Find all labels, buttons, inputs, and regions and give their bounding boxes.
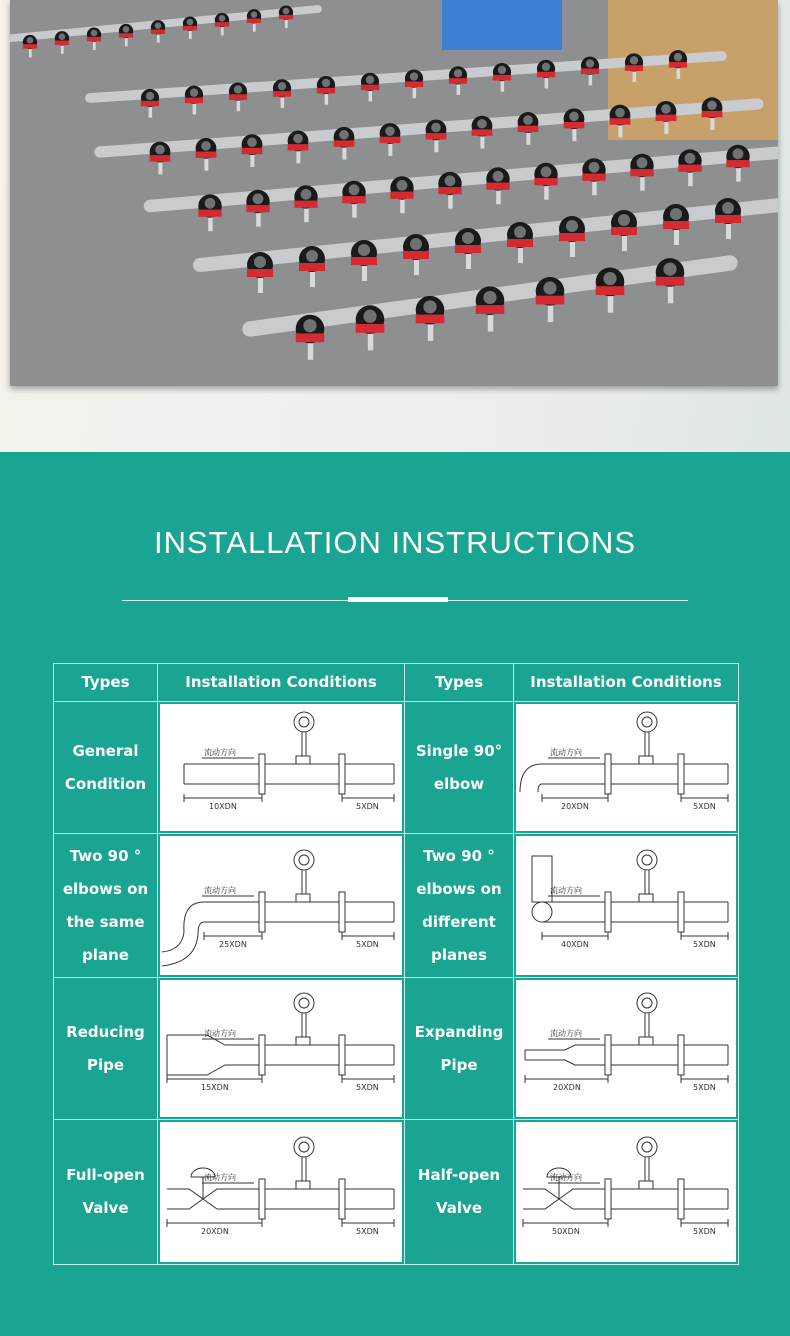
type-label (66, 1159, 145, 1225)
upstream-length-label: 40XDN (561, 940, 589, 949)
installation-diagram (516, 704, 736, 831)
type-label-line: Two 90 ° (423, 846, 495, 865)
installation-diagram (516, 1122, 736, 1262)
pipe-diagram-lines (520, 712, 728, 802)
type-label-line: Condition (64, 774, 147, 793)
upstream-length-label: 15XDN (201, 1083, 229, 1092)
type-cell (405, 834, 513, 977)
downstream-length-label: 5XDN (693, 1227, 716, 1236)
flow-direction-label: 流动方向 (204, 748, 236, 757)
type-label-line: elbows on (62, 879, 149, 898)
type-cell (54, 978, 157, 1119)
table-rule (513, 664, 514, 1264)
blue-crate (442, 0, 562, 50)
upstream-length-label: 50XDN (552, 1227, 580, 1236)
type-label-line: Pipe (440, 1055, 478, 1074)
type-label-line: General (72, 741, 139, 760)
type-label (416, 735, 502, 801)
pipe-diagram (516, 704, 736, 831)
type-label-line: Expanding (414, 1022, 504, 1041)
pipe-diagram-lines (167, 1137, 394, 1227)
header-types: Types (81, 673, 130, 691)
type-cell (54, 834, 157, 977)
flow-direction-label: 流动方向 (550, 1173, 582, 1182)
flow-direction-label: 流动方向 (550, 1029, 582, 1038)
type-label-line: Reducing (66, 1022, 145, 1041)
pipe-diagram (516, 980, 736, 1117)
product-photo-section (0, 0, 790, 452)
flow-direction-label: 流动方向 (204, 1029, 236, 1038)
title-divider-accent (348, 597, 448, 602)
downstream-length-label: 5XDN (693, 802, 716, 811)
pipe-diagram (160, 1122, 402, 1262)
type-label (63, 840, 148, 972)
installation-diagram (160, 1122, 402, 1262)
type-cell (54, 1120, 157, 1264)
downstream-length-label: 5XDN (356, 940, 379, 949)
type-label-line: different (422, 912, 496, 931)
downstream-length-label: 5XDN (693, 940, 716, 949)
header-installation-conditions: Installation Conditions (530, 673, 722, 691)
type-label-line: Half-open (417, 1166, 501, 1184)
downstream-length-label: 5XDN (693, 1083, 716, 1092)
type-cell (54, 702, 157, 833)
installation-diagram (160, 980, 402, 1117)
downstream-length-label: 5XDN (356, 1227, 379, 1236)
type-label-line: Pipe (86, 1055, 125, 1074)
upstream-length-label: 20XDN (561, 802, 589, 811)
type-label (416, 840, 501, 972)
pipe-diagram (160, 704, 402, 831)
flow-direction-label: 流动方向 (204, 1173, 236, 1182)
pipe-diagram-lines (525, 993, 728, 1083)
installation-table (53, 663, 739, 1265)
installation-diagram (516, 836, 736, 975)
upstream-length-label: 25XDN (219, 940, 247, 949)
type-cell (405, 978, 513, 1119)
type-label-line: planes (431, 945, 487, 964)
header-installation-conditions: Installation Conditions (185, 673, 377, 691)
pipe-diagram (160, 980, 402, 1117)
pipe-diagram-lines (167, 993, 394, 1083)
type-label (66, 1016, 145, 1082)
type-label (418, 1159, 500, 1225)
type-cell (405, 1120, 513, 1264)
type-label-line: the same (66, 912, 145, 931)
type-label-line: plane (82, 945, 129, 964)
type-label-line: Two 90 ° (69, 846, 142, 865)
pipe-diagram-lines (523, 1137, 728, 1227)
downstream-length-label: 5XDN (356, 802, 379, 811)
pipe-diagram (516, 836, 736, 975)
table-rule (157, 664, 158, 1264)
installation-diagram (160, 836, 402, 975)
upstream-length-label: 20XDN (553, 1083, 581, 1092)
pipe-diagram-lines (532, 850, 728, 940)
pipe-diagram-lines (184, 712, 394, 802)
product-photo (10, 0, 778, 386)
pipe-diagram (160, 836, 402, 975)
type-label-line: Full-open (66, 1166, 145, 1184)
pipe-diagram (516, 1122, 736, 1262)
type-label (65, 735, 146, 801)
type-label-line: Valve (435, 1199, 482, 1217)
type-label-line: elbows on (416, 879, 502, 898)
upstream-length-label: 10XDN (209, 802, 237, 811)
type-label-line: Single 90° (415, 741, 503, 760)
section-title: INSTALLATION INSTRUCTIONS (153, 525, 636, 560)
flow-direction-label: 流动方向 (204, 886, 236, 895)
header-types: Types (434, 673, 484, 691)
type-cell (405, 702, 513, 833)
type-label-line: elbow (433, 774, 485, 793)
flow-direction-label: 流动方向 (550, 748, 582, 757)
installation-diagram (160, 704, 402, 831)
installation-diagram (516, 980, 736, 1117)
flow-direction-label: 流动方向 (550, 886, 582, 895)
downstream-length-label: 5XDN (356, 1083, 379, 1092)
type-label-line: Valve (82, 1199, 129, 1217)
upstream-length-label: 20XDN (201, 1227, 229, 1236)
type-label (415, 1016, 504, 1082)
flowmeter-batch-image (10, 0, 778, 386)
